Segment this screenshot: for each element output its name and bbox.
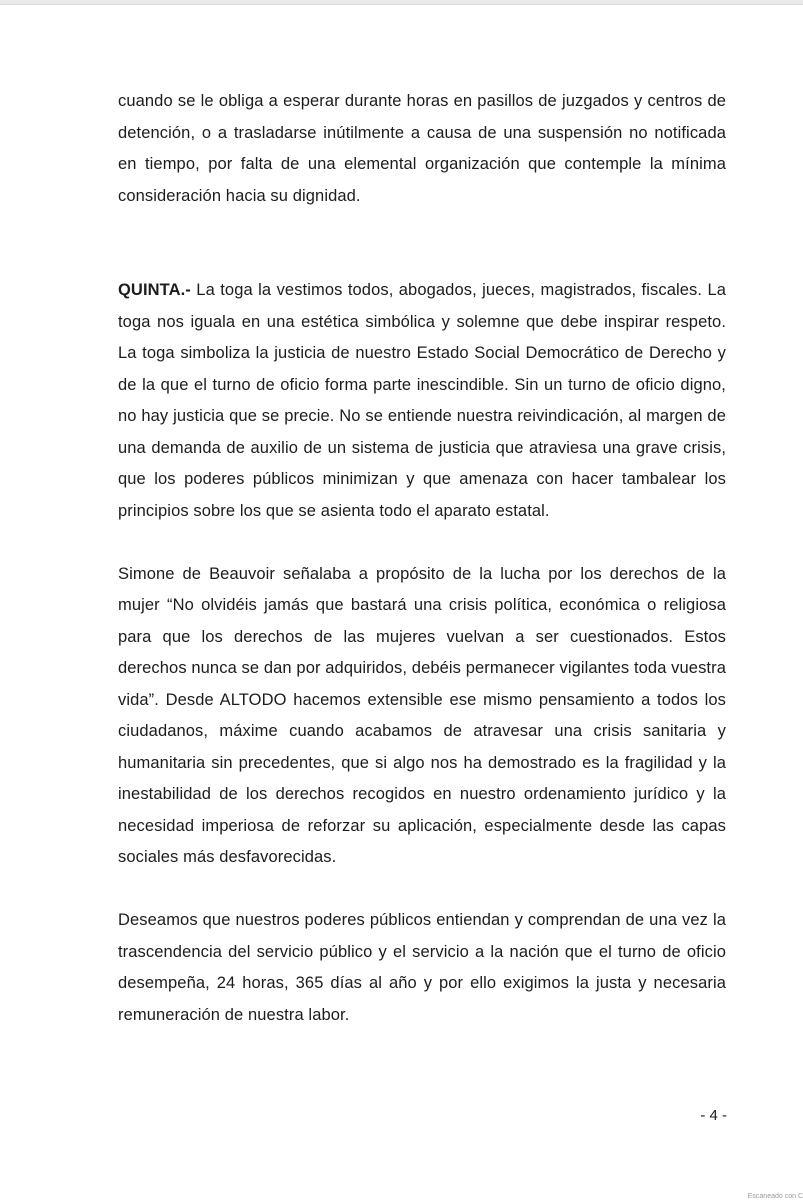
paragraph-text: Simone de Beauvoir señalaba a propósito de la lucha por los derechos de la mujer “No olvidéis jamás que bastará una crisis política, económica o religiosa para que los derechos de las mujeres vuelvan a ser cuestionados. Estos derechos nunca se dan por adquiridos, debéis permanecer vigilantes toda vuestra vida”. Desde ALTODO hacemos extensible ese mismo pensamiento a todos los ciudadanos, máxime cuando acabamos de atravesar una crisis sanitaria y humanitaria sin precedentes, que si algo nos ha demostrado es la fragilidad y la inestabilidad de los derechos recogidos en nuestro ordenamiento jurídico y la necesidad imperiosa de reforzar su aplicación, especialmente desde las capas sociales más desfavorecidas.: [118, 564, 726, 866]
document-page: [118, 86, 726, 1031]
paragraph-text: La toga la vestimos todos, abogados, jueces, magistrados, fiscales. La toga nos iguala en una estética simbólica y solemne que debe inspirar respeto. La toga simboliza la justicia de nuestro Estado Social Democrático de Derecho y de la que el turno de oficio forma parte inescindible. Sin un turno de oficio digno, no hay justicia que se precie. No se entiende nuestra reivindicación, al margen de una demanda de auxilio de un sistema de justicia que atraviesa una grave crisis, que los poderes públicos minimizan y que amenaza con hacer tambalear los principios sobre los que se asienta todo el aparato estatal.: [118, 281, 726, 520]
paragraph-closing: [118, 905, 726, 1031]
page-number: - 4 -: [700, 1107, 727, 1124]
scanner-watermark: Escaneado con C: [747, 1193, 803, 1200]
paragraph-continuation: [118, 86, 726, 212]
paragraph-text: Deseamos que nuestros poderes públicos entiendan y comprendan de una vez la trascendencia del servicio público y el servicio a la nación que el turno de oficio desempeña, 24 horas, 365 días al año y por ello exigimos la justa y necesaria remuneración de nuestra labor.: [118, 911, 726, 1024]
paragraph-text: cuando se le obliga a esperar durante horas en pasillos de juzgados y centros de detención, o a trasladarse inútilmente a causa de una suspensión no notificada en tiempo, por falta de una elemental organización que contemple la mínima consideración hacia su dignidad.: [118, 92, 726, 205]
paragraph-quinta: [118, 275, 726, 527]
page-top-edge: [0, 0, 803, 5]
paragraph-beauvoir: [118, 559, 726, 874]
section-heading-quinta: QUINTA.-: [118, 281, 191, 299]
